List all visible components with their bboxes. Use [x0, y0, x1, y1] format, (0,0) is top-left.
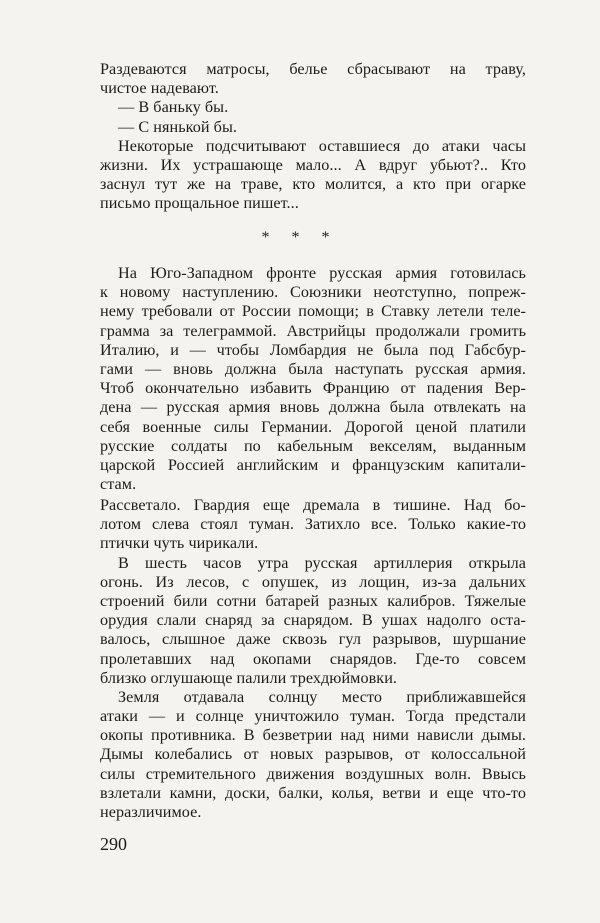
text-line: взлетали камни, доски, балки, колья, ветви и еще что-то — [100, 783, 526, 802]
text-line: заснул тут же на траве, кто молится, а кто при огарке — [100, 175, 526, 194]
text-line: окопы противника. В безветрии над ними нависли дымы. — [100, 726, 526, 745]
section-sailors — [100, 60, 526, 214]
text-line: Рассветало. Гвардия еще дремала в тишине. Над бо- — [100, 496, 526, 514]
text-line: В шесть часов утра русская артиллерия открыла — [118, 553, 526, 572]
section-separator: * * * — [261, 229, 339, 246]
section-southwestern-front — [100, 264, 526, 494]
text-line: На Юго-Западном фронте русская армия готовилась — [118, 264, 526, 282]
text-line: Раздеваются матросы, белье сбрасывают на траву, — [100, 60, 526, 78]
text-line: валось, слышное даже сквозь гул разрывов, шуршание — [100, 630, 526, 649]
text-line: себя военные силы Германии. Дорогой ценой платили — [100, 417, 526, 436]
text-line: нему требовали от России помощи; в Ставку летели теле- — [100, 302, 526, 321]
text-line: атаки — и солнце уничтожило туман. Тогда предстали — [100, 707, 526, 726]
section-dawn-attack — [100, 496, 526, 822]
text-line: Некоторые подсчитывают оставшиеся до атаки часы — [118, 136, 526, 155]
text-line: дена — русская армия вновь должна была отвлекать на — [100, 398, 526, 417]
text-line: стам. — [100, 475, 137, 494]
text-line: лотом слева стоял туман. Затихло все. Только какие-то — [100, 515, 526, 534]
text-line: письмо прощальное пишет... — [100, 194, 299, 213]
text-line: Дымы колебались от новых разрывов, от колоссальной — [100, 745, 526, 764]
text-line: русские солдаты по кабельным векселям, выданным — [100, 436, 526, 455]
text-line: силы стремительного движения воздушных волн. Ввысь — [100, 764, 526, 783]
text-line: птички чуть чирикали. — [100, 534, 259, 553]
text-line: жизни. Их устрашающе мало... А вдруг убьют?.. Кто — [100, 155, 526, 174]
text-line: — В баньку бы. — [118, 98, 229, 117]
text-line: к новому наступлению. Союзники неотступно, попреж- — [100, 283, 526, 302]
text-line: Чтоб окончательно избавить Францию от падения Вер- — [100, 379, 526, 398]
text-line: неразличимое. — [100, 803, 202, 821]
text-line: Земля отдавала солнцу место приближавшейся — [118, 687, 526, 706]
text-line: строений били сотни батарей разных калибров. Тяжелые — [100, 591, 526, 610]
text-line: близко оглушающе палили трехдюймовки. — [100, 668, 398, 687]
text-line: чистое надевают. — [100, 79, 219, 98]
text-line: пролетавших над окопами снарядов. Где-то совсем — [100, 649, 526, 668]
page-number: 290 — [100, 834, 127, 854]
text-line: — С нянькой бы. — [118, 117, 237, 136]
text-line: грамма за телеграммой. Австрийцы продолжали громить — [100, 321, 526, 340]
text-line: Италию, и — чтобы Ломбардия не была под Габсбур- — [100, 340, 526, 359]
text-line: царской Россией английским и французским капитали- — [100, 455, 526, 474]
text-line: огонь. Из лесов, с опушек, из лощин, из-за дальних — [100, 572, 526, 591]
text-line: орудия слали снаряд за снарядом. В ушах надолго оста- — [100, 611, 526, 630]
text-line: гами — вновь должна была наступать русская армия. — [100, 359, 526, 378]
